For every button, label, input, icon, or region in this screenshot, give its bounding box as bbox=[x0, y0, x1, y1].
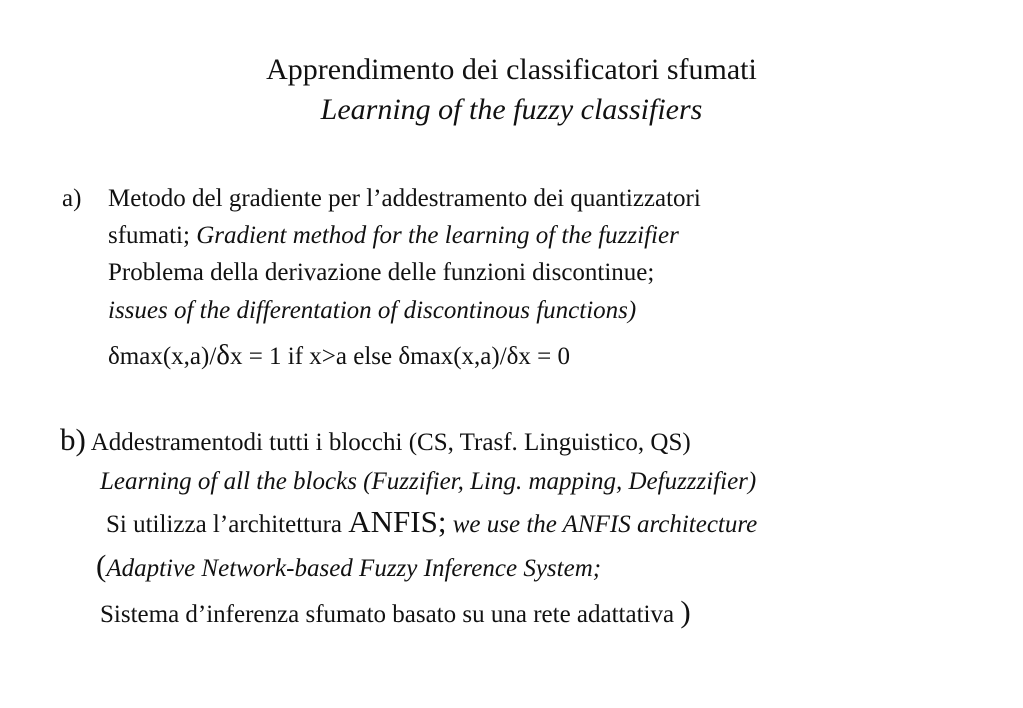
section-a-line-3: Problema della derivazione delle funzioni discontinue; bbox=[108, 259, 655, 286]
section-b-line-3-italic: we use the ANFIS architecture bbox=[452, 511, 758, 538]
section-a-marker: a) bbox=[62, 185, 82, 212]
section-b-open-paren: ( bbox=[96, 548, 107, 583]
section-a-line-2-italic: Gradient method for the learning of the fuzzifier bbox=[196, 222, 679, 249]
section-a-line-2 bbox=[108, 220, 679, 252]
formula-delta: δ bbox=[216, 339, 230, 371]
section-b-line-4 bbox=[96, 550, 601, 585]
slide-subtitle: Learning of the fuzzy classifiers bbox=[320, 93, 703, 126]
section-b-line-5 bbox=[100, 596, 691, 631]
section-a-line-2-prefix: sfumati; bbox=[108, 222, 190, 249]
section-b-line-1-text: Addestramentodi tutti i blocchi (CS, Trasf. Linguistico, QS) bbox=[90, 429, 691, 456]
section-b-line-3-prefix: Si utilizza l’architettura bbox=[106, 511, 343, 538]
formula-part-1: δmax(x,a)/ bbox=[108, 343, 217, 370]
section-a-line-1: Metodo del gradiente per l’addestramento dei quantizzatori bbox=[108, 185, 701, 212]
section-b-close-paren: ) bbox=[680, 594, 691, 629]
section-b-line-4-italic: Adaptive Network-based Fuzzy Inference System; bbox=[106, 555, 602, 582]
section-b-line-1 bbox=[60, 424, 691, 459]
formula-part-2: x = 1 if x>a else δmax(x,a)/δx = 0 bbox=[229, 343, 571, 370]
section-a-formula bbox=[108, 339, 570, 373]
section-a-line-4: issues of the differentation of discontinous functions) bbox=[108, 297, 637, 324]
section-b-line-5-text: Sistema d’inferenza sfumato basato su una rete adattativa bbox=[100, 601, 675, 628]
section-b-line-3 bbox=[106, 506, 757, 541]
section-b-line-2: Learning of all the blocks (Fuzzifier, Ling. mapping, Defuzzzifier) bbox=[100, 468, 757, 495]
section-b-marker: b) bbox=[60, 422, 86, 457]
title-block bbox=[0, 50, 1023, 130]
section-b-anfis: ANFIS; bbox=[348, 504, 447, 539]
slide-title: Apprendimento dei classificatori sfumati bbox=[266, 53, 757, 86]
